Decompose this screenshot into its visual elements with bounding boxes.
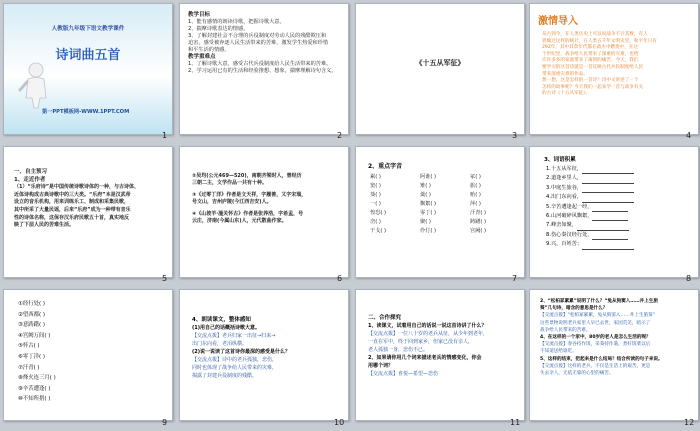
pinyin-cell: 干戈( ) (370, 228, 387, 234)
pinyin-cell: 伶仃( ) (420, 228, 437, 234)
pinyin-cell: 宫阙( ) (470, 228, 487, 234)
slide-number-8: 8 (686, 274, 692, 283)
text-line: 许许多多的家庭带来了离别的痛苦。今天，我们 (542, 58, 639, 64)
slide-thumbnail-1[interactable] (3, 3, 173, 135)
pinyin-cell: 窦( ) (370, 183, 381, 189)
slide-thumbnail-2[interactable] (179, 3, 349, 135)
pinyin-row (370, 182, 516, 191)
pinyin-cell: 阿谁( ) (420, 174, 437, 180)
text-line: 和平生活的情感。 (188, 47, 230, 53)
text-line: (2)说一说读了这首诗你最深的感受是什么？ (192, 349, 291, 355)
text-line: 【交流点拨】“松柏冢累累，兔从狗窦入……井上生旅葵” (540, 313, 656, 319)
text-line: 2、揣摩诗歌表达的情感。 (188, 26, 249, 32)
text-line (546, 174, 690, 183)
text-line: 5、这样的结束，把起来是什么结局？结合所读的句子来说。 (540, 356, 663, 362)
text-line: 【交流点拨】喜悦—希望—悲伤 (368, 371, 439, 377)
text-line (546, 231, 690, 240)
text-line-label: 2.道逢乡里人， (546, 175, 583, 182)
slide-number-9: 9 (162, 418, 168, 427)
pinyin-cell: 惶恐( ) (370, 210, 387, 216)
slide-thumbnail-3[interactable] (355, 3, 525, 135)
text-line: ⑤怀古( ) (18, 343, 40, 350)
pinyin-cell: 葵( ) (370, 192, 381, 198)
slide-thumbnail-5[interactable] (3, 146, 173, 278)
text-line: ③意踌躇( ) (18, 322, 45, 329)
text-line: 二、合作探究 (368, 315, 402, 321)
text-line: 从古到今，在人类历史上可以说战争不计其数，有人 (542, 32, 648, 37)
text-line: 292年，其中其余年代都在战火中燃烧中，在这 (542, 45, 639, 51)
slide-thumbnail-9[interactable] (3, 289, 173, 421)
slide-number-3: 3 (512, 131, 518, 140)
text-line: 2、如果请你用几个词来描述老兵的情感变化，你会 (368, 355, 482, 361)
text-line-label: 3.中庭生旅谷， (546, 184, 583, 191)
slide-text-block (542, 32, 692, 98)
slide-number-4: 4 (686, 131, 692, 140)
slide-title: 诗词曲五首 (55, 48, 121, 63)
text-line: 4、在这样的一个家中，80岁的老人是怎么生活的呢？ (540, 335, 651, 341)
text-line-label: 7.峰峦如聚， (546, 222, 577, 229)
slide-text-block (192, 316, 342, 380)
blank-line (582, 244, 634, 250)
text-line: 怎样的故事呢？今天我们一起来学一首与战争有关 (542, 84, 644, 90)
text-line (546, 203, 690, 212)
slide-number-12: 12 (684, 418, 695, 427)
text-line: 个世纪里，战争给人民带来了深重的灾难，也给 (542, 51, 639, 57)
text-line (546, 240, 690, 249)
text-line: 【交流点拨】春谷持作饭，采葵持作羹，煮好饭菜以后 (540, 342, 651, 348)
text-line: 【交流点拨】一位八十岁的老兵从征，从少年到老年， (368, 331, 489, 337)
text-line: 想一想，这是怎样的一首诗？诗中又讲述了一个 (542, 78, 639, 84)
slide-number-5: 5 (162, 274, 168, 283)
text-line: ⑧烽火连三月( ) (18, 375, 56, 382)
text-line: ⑦汗青( ) (18, 364, 40, 371)
slide-text-block (540, 298, 693, 377)
slide-heading: 激情导入 (538, 16, 578, 27)
text-line: ④宫阙万间( ) (18, 332, 51, 339)
text-line: 1、能有感情的朗读诗歌，把握诗歌大意。 (188, 19, 285, 25)
text-line-label: 8.伤心秦汉经行处， (546, 231, 593, 238)
text-line: ⑩不知所措( ) (18, 396, 51, 403)
pinyin-row (370, 227, 516, 236)
pinyin-cell: 踌躇( ) (470, 219, 487, 225)
text-line: 【交流点拨】诗中的老兵孤独，悲伤， (192, 357, 278, 363)
pinyin-cell: 累( ) (370, 174, 381, 180)
text-line: 揭露了封建兵役制度的残酷。 (192, 373, 258, 379)
slide-text-block (188, 12, 340, 116)
text-line: 三朝二主，文学作品一共有十种。 (192, 180, 268, 187)
text-line: 近体诗构成古典诗歌中的三大类。“乐府”本是汉武帝 (14, 191, 131, 198)
text-line: 云庄，济南(今属山东)人，元代散曲作家。 (192, 218, 287, 225)
slide-thumbnail-6[interactable] (179, 146, 349, 278)
text-line: 设立的音乐机构，用来训练乐工、制成和采集民歌， (14, 199, 130, 206)
text-line: 要学习的这首诗就是一首反映古代兵役制度给人民 (542, 64, 644, 70)
pinyin-row (370, 209, 516, 218)
pinyin-cell: 雉( ) (420, 183, 431, 189)
text-line: 迫害，感受被奔逐人民生活带来的苦难，激发学生热爱和珍惜 (188, 40, 329, 46)
text-line: 的古诗《十五从军征》。 (542, 91, 591, 97)
text-line: （1）“乐府诗”是中国传统诗歌诗体的一种，与古诗体、 (14, 184, 140, 191)
text-line: 不知道送给谁吃。 (540, 349, 577, 355)
pinyin-cell: 贻( ) (470, 192, 481, 198)
text-line-label: 4.出门东向看， (546, 194, 583, 201)
pinyin-cell: 零丁( ) (420, 210, 437, 216)
slide-top-label: 人教版九年级下语文教学课件 (51, 26, 125, 32)
text-line: 3、了解封建社会不合理的兵役制度对劳动人民的残酷欺压和 (188, 33, 327, 39)
text-line: 老人孤独一身，悲伤不已。 (368, 347, 429, 353)
pinyin-cell: 萍( ) (470, 201, 481, 207)
slide-thumbnail-7[interactable] (355, 146, 525, 278)
text-line: 同时也体现了战争给人民带来的灾难， (192, 365, 278, 371)
blank-line (582, 178, 634, 184)
text-line: ④《山坡羊·潼关怀古》作者是张养浩，字希孟，号 (192, 210, 304, 217)
pinyin-cell: 飘絮( ) (420, 201, 437, 207)
text-line (546, 193, 690, 202)
text-line: 4、朗读课文，整体感知 (192, 317, 251, 323)
text-line: ①经行处( ) (18, 301, 45, 307)
text-line: ⑥零丁洋( ) (18, 353, 45, 360)
slide-text-block (18, 299, 164, 405)
pinyin-table (370, 173, 516, 236)
text-line: 教学重难点 (188, 54, 216, 60)
pinyin-cell: 冢( ) (470, 174, 481, 180)
text-line-label: 6.山河破碎风飘絮， (546, 213, 593, 220)
pinyin-row (370, 191, 516, 200)
text-line: 1、了解诗歌大意，感受古代兵役制度给人民生活带来的苦难。 (188, 61, 332, 67)
pinyin-cell: 羹( ) (420, 192, 431, 198)
text-line: 2、学习运用已有的生活和经验推想、想象，揣摩理解诗句含义。 (188, 68, 337, 74)
text-line: 一、自主预习 (14, 169, 48, 175)
slide-thumbnail-11[interactable] (355, 289, 525, 421)
pinyin-cell: 峦( ) (370, 219, 381, 225)
text-line: 教学目标 (188, 12, 211, 18)
text-line: 【交流点拨】老兵归家一出征→归来→ (192, 333, 276, 339)
slide-subtitle: 第一PPT模板网-WWW.1PPT.COM (42, 109, 130, 115)
pinyin-row (370, 218, 516, 227)
slide-number-6: 6 (337, 274, 343, 283)
text-line: 失去亲人，无依无靠的心里的痛苦。 (540, 371, 614, 377)
slide-title: 《十五从军征》 (415, 59, 465, 67)
text-line: 曾做过这样的统计，在人类五千年文明史里，和平年只有 (542, 38, 657, 44)
pinyin-row (370, 200, 516, 209)
slide-text-block (192, 173, 342, 225)
pinyin-cell: 聚( ) (420, 219, 431, 225)
slide-thumbnail-8[interactable] (529, 146, 699, 278)
text-line-label: 5.辛苦遭逢起一经， (546, 203, 593, 210)
text-line (546, 221, 690, 230)
text-line: (1)用自己的话概括诗歌大意。 (192, 325, 261, 331)
slide-number-1: 1 (162, 131, 168, 140)
text-line: 用哪个词？ (368, 363, 394, 369)
slide-thumbnail-12[interactable] (529, 289, 699, 421)
slide-thumbnail-4[interactable] (529, 3, 699, 135)
text-line: ⑨辛苦遭逢( ) (18, 385, 51, 392)
pinyin-cell: 汗青( ) (470, 210, 487, 216)
slide-number-10: 10 (334, 418, 345, 427)
text-line: 2、“松柏冢累累”说明了什么？“兔从狗窦入……井上生旅 (540, 299, 658, 304)
pinyin-cell: 一( ) (370, 201, 381, 207)
blank-line (582, 197, 634, 203)
blank-line (577, 225, 629, 231)
pinyin-cell: 旅( ) (470, 183, 481, 189)
slide-title: 2、重点字音 (368, 163, 403, 170)
text-line (546, 184, 690, 193)
text-line: ③《过零丁洋》作者是文天祥，字履善，又字宋瑞， (192, 191, 307, 198)
text-line: 战争给人民带来的苦难。 (540, 327, 591, 333)
text-line: 号文山，吉州庐陵(今江西吉安)人。 (192, 199, 272, 206)
slide-number-11: 11 (510, 418, 521, 427)
slide-title: 3、词语积累 (544, 157, 576, 163)
text-line: 性的诗体名称，这保存汉乐府民歌五十首，真实地反 (14, 214, 130, 221)
text-line (546, 165, 690, 174)
slide-text-block (14, 169, 164, 230)
text-line: ②望西都( ) (18, 311, 45, 318)
text-line: 【交流点拨】这样的老兵，不仅是生活上的艰苦，更是 (540, 363, 651, 369)
text-line-label: 9.兴，百姓苦； (546, 241, 583, 248)
slide-thumbnail-10[interactable] (179, 289, 349, 421)
text-line: 这些景物说明老兵家里人早已去世，家园荒芜，暗示了 (540, 320, 651, 326)
text-line: 带来深重灾难的作品。 (542, 71, 588, 77)
text-line: ②吴均(公元469—520)，南朝齐梁时人，曾经历 (192, 173, 302, 179)
person-icon (16, 60, 56, 110)
slide-text-block (368, 314, 518, 378)
slide-text-block (546, 165, 690, 250)
pinyin-row (370, 173, 516, 182)
text-line: 1、读课文，试着用自己的话说一说这首诗讲了什么？ (368, 323, 487, 329)
text-line: 映了下层人民的苦难生活。 (14, 222, 75, 229)
text-line: 一直在军中，终于回到家乡，但家已没有亲人， (368, 339, 474, 345)
text-line: 其中所采了大量民谣，后来“乐府”成为一种带有音乐 (14, 206, 131, 213)
text-line: 1、走近作者 (14, 176, 46, 183)
text-line: 出门东向看，老泪纵横。 (192, 341, 248, 347)
text-line: 葵”几句诗，暗含的意思是什么？ (540, 306, 608, 312)
text-line-label: 1.十五从军征， (546, 166, 583, 172)
slide-number-2: 2 (337, 131, 343, 140)
text-line (546, 212, 690, 221)
slide-number-7: 7 (512, 274, 518, 283)
